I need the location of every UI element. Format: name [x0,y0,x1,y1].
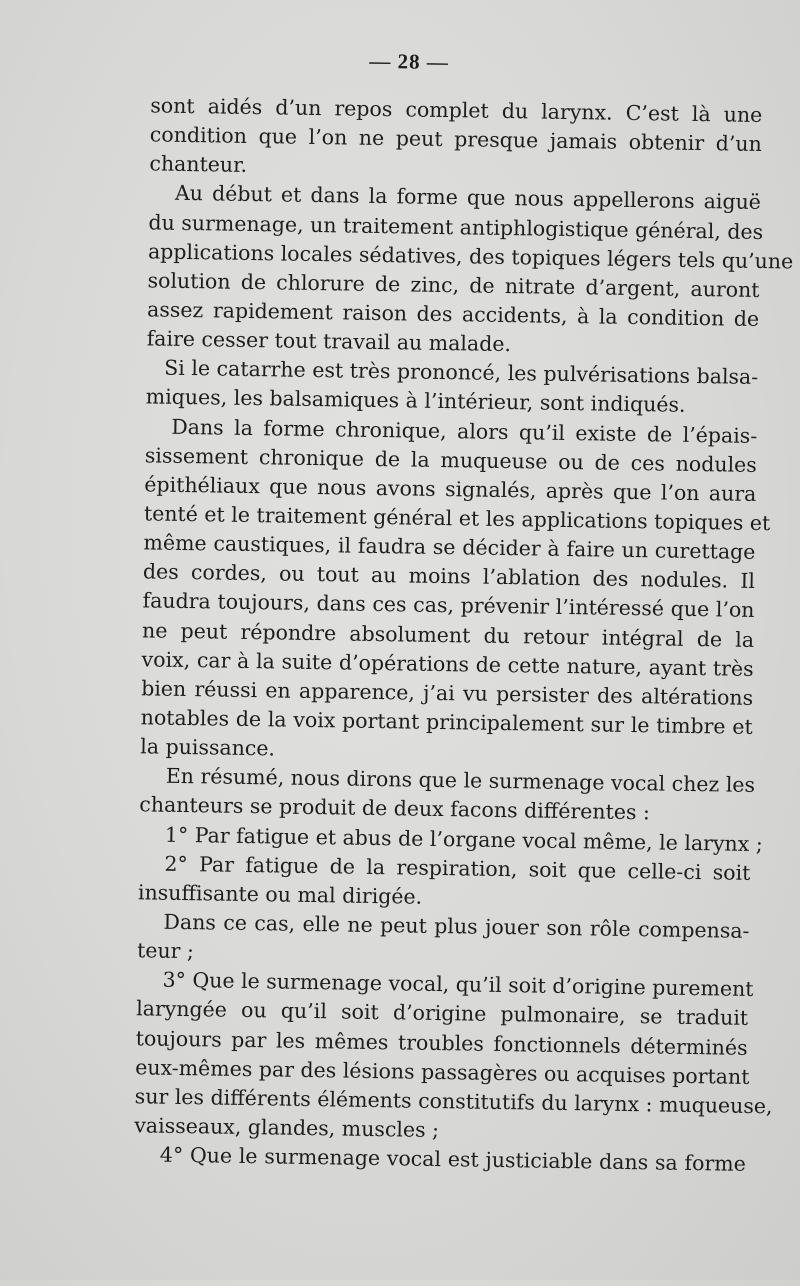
text-line: des cordes, ou tout au moins l’ablation des nodules. Il [142,559,756,594]
text-line: Si le catarrhe est très prononcé, les pulvérisations balsa- [164,355,759,390]
text-line: Au début et dans la forme que nous appellerons aiguë [174,181,762,215]
text-line: 3° Que le surmenage vocal, qu’il soit d’origine purement [162,967,754,1002]
text-line: tenté et le traitement général et les applications topiques et [143,501,771,536]
text-line: même caustiques, il faudra se décider à faire un curettage [143,530,756,565]
body-text [134,91,794,1179]
text-line: Dans la forme chronique, alors qu’il existe de l’épais- [171,414,758,448]
text-line: applications locales sédatives, des topiques légers tels qu’une [147,239,794,274]
text-line: condition que l’on ne peut presque jamais obtenir d’un [149,122,763,157]
text-line: faire cesser tout travail au malade. [146,326,512,357]
text-line: du surmenage, un traitement antiphlogistique général, des [148,209,764,244]
text-line: sissement chronique de la muqueuse ou de ces nodules [144,443,757,477]
text-line: chanteur. [149,151,248,178]
text-line: miques, les balsamiques à l’intérieur, sont indiqués. [145,384,686,418]
text-line: vaisseaux, glandes, muscles ; [134,1113,440,1142]
text-line: assez rapidement raison des accidents, à la condition de [146,297,760,331]
text-line: eux-mêmes par des lésions passagères ou acquises portant [135,1054,750,1089]
text-line: sont aidés d’un repos complet du larynx. C’est là une [150,93,763,127]
text-line: solution de chlorure de zinc, de nitrate d’argent, auront [147,268,760,302]
text-line: épithéliaux que nous avons signalés, après que l’on aura [144,472,757,506]
text-line: 4° Que le surmenage vocal est justiciable dans sa forme [159,1142,746,1176]
text-line: Dans ce cas, elle ne peut plus jouer son rôle compensa- [163,909,750,943]
text-line: faudra toujours, dans ces cas, prévenir l’intéressé que l’on [142,588,755,623]
text-line: teur ; [136,938,195,964]
text-line: voix, car à la suite d’opérations de cette nature, ayant très [141,646,754,681]
text-line: ne peut répondre absolument du retour intégral de la [141,617,755,652]
text-line: sur les différents éléments constitutifs du larynx : muqueuse, [134,1084,773,1119]
text-line: bien réussi en apparence, j’ai vu persister des altérations [141,676,754,710]
text-line: la puissance. [140,734,276,761]
text-line: toujours par les mêmes troubles fonctionnels déterminés [135,1025,748,1060]
text-line: insuffisante ou mal dirigée. [137,880,423,909]
text-line: laryngée ou qu’il soit d’origine pulmonaire, se traduit [135,996,749,1031]
page-number: — 28 — [369,48,450,75]
text-line: En résumé, nous dirons que le surmenage vocal chez les [165,763,756,798]
text-line: notables de la voix portant principalement sur le timbre et [140,705,753,739]
text-line: chanteurs se produit de deux facons différentes : [139,792,651,825]
text-line: 1° Par fatigue et abus de l’organe vocal même, le larynx ; [164,822,763,856]
text-line: 2° Par fatigue de la respiration, soit que celle-ci soit [164,851,751,885]
